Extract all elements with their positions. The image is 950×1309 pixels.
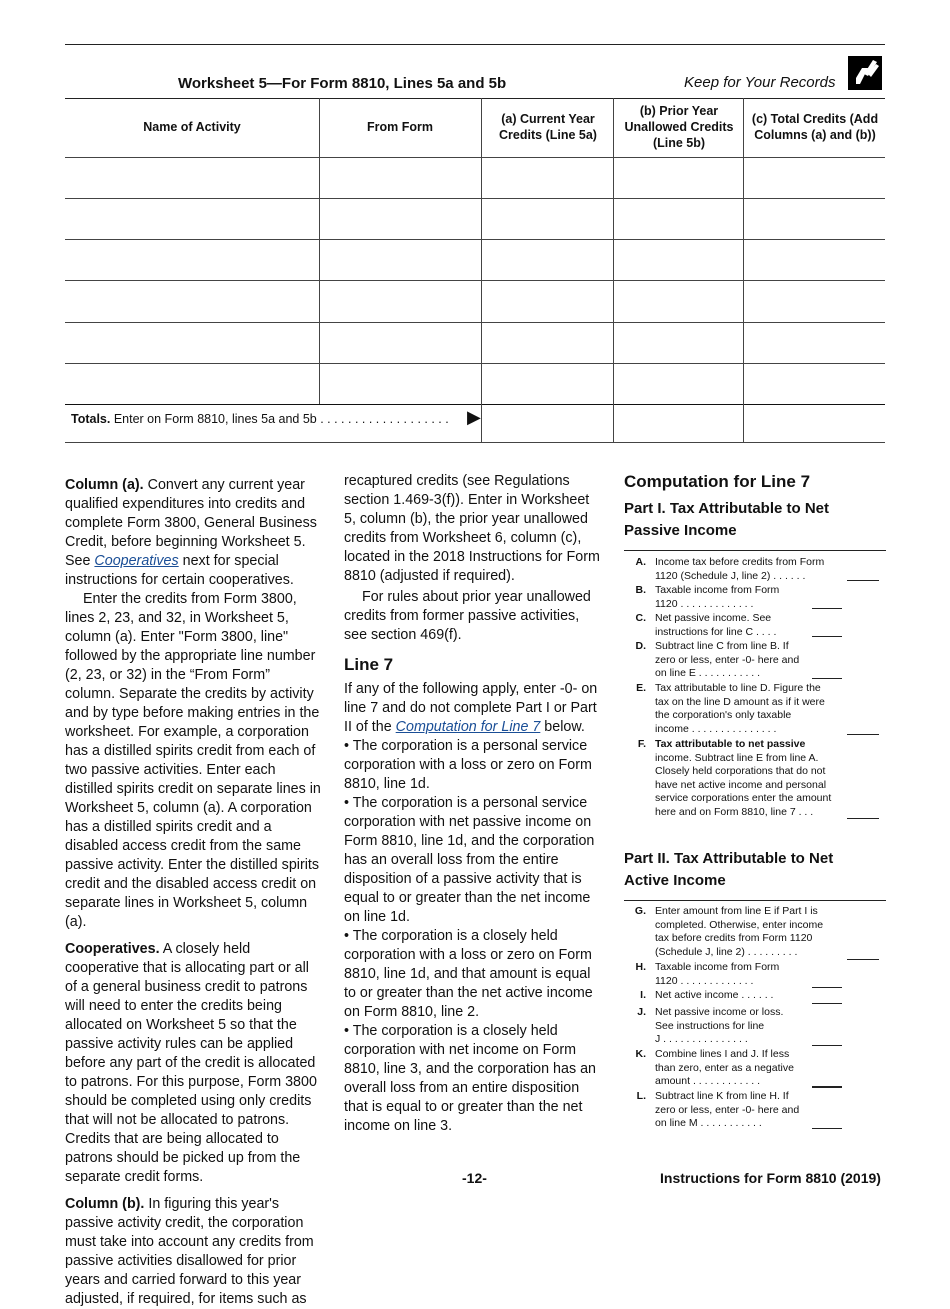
part-1-lines — [624, 556, 886, 826]
recaptured-paragraph: recaptured credits (see Regulations section 1.469-3(f)). Enter in Worksheet 5, column (b), the prior year unallowed credits from Worksheet 6, column (c), located in the 2018 Instructions for Form 8810 (adjusted if required). — [344, 473, 600, 584]
bullet-item: • The corporation is a closely held corporation with net income on Form 8810, line 3, and the corporation has an overall loss from an entire disposition that is equal to or greater than the net income on line 3. — [344, 1023, 596, 1134]
totals-label: Totals. Enter on Form 8810, lines 5a and 5b . . . . . . . . . . . . . . . . . . . — [71, 412, 449, 426]
line-letter: I. — [640, 989, 646, 1001]
col-header-from-form: From Form — [367, 120, 433, 134]
col-header-current-year: (a) Current Year Credits (Line 5a) — [499, 112, 597, 142]
keep-for-records: Keep for Your Records — [684, 74, 836, 91]
header-divider — [65, 157, 885, 158]
computation-heading: Computation for Line 7 — [624, 472, 811, 491]
answer-line-b[interactable] — [812, 608, 842, 609]
line-7-heading: Line 7 — [344, 655, 394, 674]
line-letter: J. — [637, 1006, 646, 1018]
line-a-text: Income tax before credits from Form 1120 (Schedule J, line 2) . . . . . . — [655, 556, 825, 582]
line-h-text: Taxable income from Form 1120 . . . . . . . . . . . . . — [655, 961, 780, 987]
part-1-heading: Part I. Tax Attributable to Net Passive Income — [624, 500, 830, 539]
worksheet-title: Worksheet 5—For Form 8810, Lines 5a and 5b — [178, 75, 507, 92]
row-divider — [65, 239, 885, 240]
former-passive-paragraph: For rules about prior year unallowed credits from former passive activities, see section 469(f). — [344, 589, 591, 643]
computation-link[interactable]: Computation for Line 7 — [395, 719, 541, 735]
line-7-intro: If any of the following apply, enter -0- on line 7 and do not complete Part I or Part II of the Computation for Line 7 below. — [344, 681, 598, 735]
line-j-text: Net passive income or loss. See instructions for line J . . . . . . . . . . . . . . . — [655, 1006, 784, 1046]
col-header-name: Name of Activity — [143, 120, 241, 134]
line-letter: C. — [635, 612, 646, 624]
cooperatives-paragraph: Cooperatives. A closely held cooperative that is allocating part or all of a general business credit to patrons will need to enter the credits being allocated on Worksheet 5 so that the passive activity rules can be applied before any part of the credit is allocated to patrons. For this purpose, Form 3800 should be completed using only credits that will not be allocated to patrons. Credits that are being allocated to patrons should be picked up from the separate credit forms. — [65, 941, 317, 1185]
answer-line-i[interactable] — [812, 1003, 842, 1004]
row-divider — [65, 322, 885, 323]
part-2-rule — [624, 900, 886, 901]
answer-line-f[interactable] — [847, 818, 879, 819]
col-divider — [743, 98, 744, 443]
line-l-text: Subtract line K from line H. If zero or less, enter -0- here and on line M . . . . . . . . . . . — [655, 1090, 800, 1130]
part-2-heading: Part II. Tax Attributable to Net Active Income — [624, 850, 834, 889]
column-b-paragraph: Column (b). In figuring this year's passive activity credit, the corporation must take into account any credits from passive activities disallowed for prior years and carried forward to this year adjusted, if required, for items such as — [65, 1196, 314, 1307]
row-divider — [65, 280, 885, 281]
line-letter: E. — [636, 682, 646, 694]
answer-line-c[interactable] — [812, 636, 842, 637]
bullet-item: • The corporation is a closely held corporation with a loss or zero on Form 8810, line 1d, and that amount is equal to or greater than the net active income on Form 8810, line 2. — [344, 928, 593, 1020]
arrow-right-icon: ▶ — [467, 407, 481, 427]
middle-column — [344, 472, 602, 1136]
page-number: -12- — [462, 1170, 487, 1186]
footer-title: Instructions for Form 8810 (2019) — [660, 1170, 881, 1186]
column-a-paragraph: Column (a). Convert any current year qualified expenditures into credits and complete Form 3800, General Business Credit, before beginning Worksheet 5. See Cooperatives next for special instructions for certain cooperatives. — [65, 477, 317, 588]
col-divider — [319, 98, 320, 404]
line-letter: B. — [635, 584, 646, 596]
totals-divider — [65, 404, 885, 405]
answer-line-l[interactable] — [812, 1128, 842, 1129]
answer-line-d[interactable] — [812, 678, 842, 679]
line-letter: H. — [635, 961, 646, 973]
col-divider — [481, 98, 482, 443]
line-letter: F. — [637, 738, 646, 750]
table-bottom-border — [65, 442, 885, 443]
line-letter: A. — [635, 556, 646, 568]
row-divider — [65, 198, 885, 199]
line-letter: L. — [636, 1090, 646, 1102]
answer-line-e[interactable] — [847, 734, 879, 735]
bullet-item: • The corporation is a personal service corporation with a loss or zero on Form 8810, line 1d. — [344, 738, 592, 792]
line-e-text: Tax attributable to line D. Figure the tax on the line D amount as if it were the corporation's only taxable income . . . . . . . . . . . . . . . — [655, 682, 825, 735]
cooperatives-link[interactable]: Cooperatives — [94, 553, 179, 569]
row-divider — [65, 363, 885, 364]
col-divider — [613, 98, 614, 443]
left-column — [65, 476, 321, 1309]
enter-credits-paragraph: Enter the credits from Form 3800, lines 2, 23, and 32, in Worksheet 5, column (a). Enter "Form 3800, line" followed by the appropriate line number (2, 23, or 32) in the “From Form” column. Separate the credits by activity and by type before making entries in the worksheet. For example, a corporation has a distilled spirits credit from each of two passive activities. Enter each distilled spirits credit on separate lines in Worksheet 5, column (a). A corporation has a distilled spirits credit and a disabled access credit from the same passive activity. Enter the distilled spirits credit and the disabled access credit on separate lines in Worksheet 5, column (a). — [65, 591, 321, 930]
answer-line-j[interactable] — [812, 1045, 842, 1046]
answer-line-h[interactable] — [812, 987, 842, 988]
bullet-item: • The corporation is a personal service corporation with net passive income on Form 8810, line 1d, and the corporation has an overall loss from the entire disposition of a passive activity that is equal to or greater than the net income on line 1d. — [344, 795, 595, 925]
answer-line-g[interactable] — [847, 959, 879, 960]
line-b-text: Taxable income from Form 1120 . . . . . . . . . . . . . — [655, 584, 780, 610]
line-i-text: Net active income . . . . . . — [655, 989, 774, 1001]
answer-line-k[interactable] — [812, 1086, 842, 1088]
line-k-text: Combine lines I and J. If less than zero, enter as a negative amount . . . . . . . . . . . . — [655, 1048, 794, 1088]
line-letter: K. — [635, 1048, 646, 1060]
line-letter: G. — [634, 905, 646, 917]
top-rule — [65, 44, 885, 45]
line-d-text: Subtract line C from line B. If zero or less, enter -0- here and on line E . . . . . . . . . . . — [655, 640, 800, 680]
line-c-text: Net passive income. See instructions for line C . . . . — [655, 612, 777, 638]
part-2-lines — [624, 905, 886, 1135]
pencil-paper-icon — [848, 56, 882, 90]
line-f-text: Tax attributable to net passive income. Subtract line E from line A. Closely held corporations that do not have net active income and personal service corporations enter the amount here and on Form 8810, line 7 . . . — [655, 738, 832, 818]
worksheet-table — [65, 98, 885, 443]
part-1-rule — [624, 550, 886, 551]
line-letter: D. — [635, 640, 646, 652]
col-header-prior-year: (b) Prior Year Unallowed Credits (Line 5b) — [624, 104, 734, 150]
line-g-text: Enter amount from line E if Part I is completed. Otherwise, enter income tax before credits from Form 1120 (Schedule J, line 2) . . . . . . . . . — [655, 905, 824, 958]
col-header-total: (c) Total Credits (Add Columns (a) and (b)) — [751, 112, 879, 142]
answer-line-a[interactable] — [847, 580, 879, 581]
